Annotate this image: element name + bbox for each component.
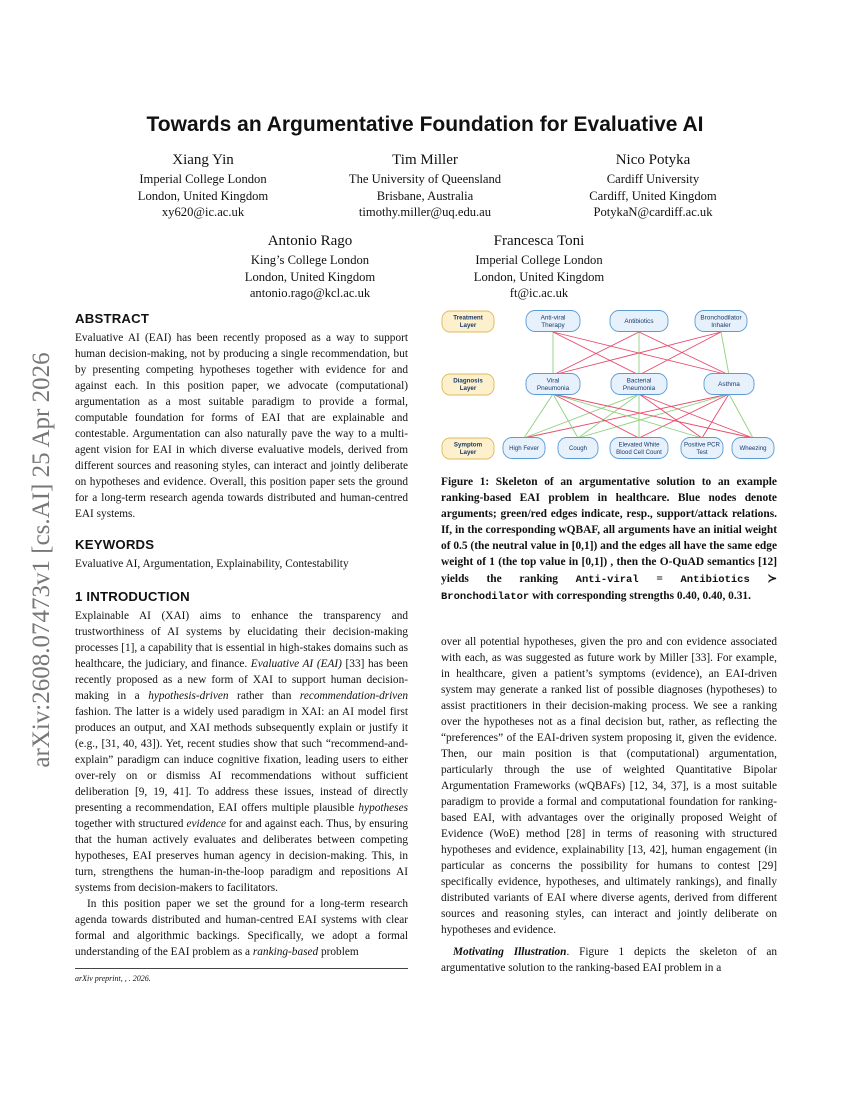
node-label: Wheezing	[739, 445, 767, 453]
paper-title: Towards an Argumentative Foundation for Evaluative AI	[146, 113, 704, 136]
text-run: Figure 1: Skeleton of an argumentative solution to an example ranking-based EAI problem in healthcare. Blue nodes denote arguments; green/red edges indicate, resp., support/attack relations. If, in the corresponding wQBAF, all arguments have an initial weight of 0.5 (the neutral value in [0,1]) and the edges all have the same edge weight of 1 (the top value in [0,1]) , then the O-QuAD semantics [12] yields the ranking	[441, 476, 777, 585]
intro-heading: 1 INTRODUCTION	[75, 589, 190, 604]
node-label: Diagnosis	[453, 377, 483, 385]
symptom-node	[610, 438, 668, 459]
text-run: Bronchodilator	[441, 590, 530, 603]
author-block	[190, 232, 430, 302]
node-label: Test	[696, 448, 708, 456]
right-paragraph-1: over all potential hypotheses, given the pro and con evidence associated with each, as was suggested as future work by Miller [33]. For example, in healthcare, given a patient’s symptoms (evidence), an EAI-driven system may generate a ranked list of possible diagnoses (hypotheses) to assist practitioners in their decision-making process. We see a ranking over the hypotheses not as a final decision but, rather, as reflecting the “preferences” of the EAI-driven system proposing it, given the evidence. Then, our main position is that (computational) argumentation, particularly through the use of weighted Quantitative Bipolar Argumentation Frameworks (wQBAFs) [12, 34, 37], is a most suitable paradigm to provide a formal and computational foundation for ranking-based EAI, with advantages over the originally proposed Weight of Evidence (WoE) method [28] in terms of reasoning with structured hypotheses and evidence, explainability [13, 42], human engagement (in particular as concerns the possibility for humans to contest [29] specifically evidence, hypotheses, and ultimately rankings), and finally distributed variants of EAI where diverse agents, derived from different sources and reasoning styles, can interact and jointly deliberate on hypotheses and evidence.	[441, 635, 777, 936]
author-affiliation: Cardiff University	[606, 172, 700, 186]
text-run: In this position paper we set the ground for a long-term research agenda towards distributed and human-centred EAI systems with clear formal and algorithmic backings. Specifically, we adopt a formal understanding of the EAI problem as a	[75, 898, 408, 958]
node-label: Treatment	[453, 314, 483, 322]
node-label: Layer	[459, 322, 477, 330]
keywords-text: Evaluative AI, Argumentation, Explainability, Contestability	[75, 558, 349, 570]
layer-label	[442, 438, 494, 459]
author-affiliation: The University of Queensland	[348, 172, 502, 186]
support-edge	[721, 332, 729, 375]
arxiv-id: arXiv:2608.07473v1 [cs.AI] 25 Apr 2026	[28, 352, 55, 768]
text-run: Anti-viral	[575, 573, 639, 586]
text-run: [33] has been recently proposed as a new form of XAI to support human decision-making in a	[75, 658, 408, 702]
attack-edge	[639, 394, 702, 438]
author-block	[83, 151, 323, 221]
node-label: Anti-viral	[540, 314, 566, 322]
support-edge	[553, 394, 702, 438]
author-location: Brisbane, Australia	[376, 188, 474, 203]
text-run: . Figure 1 depicts the skeleton of an argumentative solution to the ranking-based EAI problem in a	[441, 945, 777, 974]
abstract-heading: ABSTRACT	[75, 311, 150, 326]
arxiv-sidebar	[16, 352, 68, 768]
attack-edge	[639, 332, 721, 375]
figure-caption	[441, 474, 777, 605]
author-block	[533, 151, 773, 221]
attack-edge	[639, 394, 753, 438]
text-run: evidence	[186, 818, 227, 830]
node-label: Inhaler	[711, 322, 731, 330]
text-run: Explainable AI (XAI) aims to enhance the transparency and trustworthiness of AI systems by elucidating their decision-making processes [1], a capability that is essential in high-stakes domains such as healthcare, the judiciary, and finance.	[75, 610, 408, 670]
treatment-node	[610, 311, 668, 332]
diagnosis-node	[526, 374, 580, 395]
text-run: Motivating Illustration	[453, 945, 567, 958]
text-run: ranking-based	[252, 946, 319, 958]
text-run: with corresponding strengths 0.40, 0.40, 0.31.	[529, 589, 751, 602]
layer-label	[442, 311, 494, 332]
keywords-heading: KEYWORDS	[75, 537, 155, 552]
author-email: ft@ic.ac.uk	[509, 286, 569, 300]
layer-label	[442, 374, 494, 395]
node-label: Layer	[459, 385, 477, 393]
text-run: =	[638, 572, 681, 585]
node-label: Therapy	[541, 322, 565, 330]
node-group	[442, 311, 774, 460]
author-block	[305, 151, 545, 221]
node-label: High Fever	[509, 445, 539, 453]
author-affiliation: King’s College London	[250, 253, 370, 267]
node-label: Positive PCR	[684, 441, 720, 449]
author-block	[419, 232, 659, 302]
node-label: Antibiotics	[624, 318, 654, 326]
right-column	[441, 474, 777, 976]
abstract-text: Evaluative AI (EAI) has been recently proposed as a way to support human decision-making, not by producing a single recommendation, but by presenting competing hypotheses together with evidence for and against each. In this position paper, we advocate (computational) argumentation as a most suitable paradigm to provide a formal, computable foundation for forms of EAI that are explainable and contestable. Argumentation can also naturally pave the way to a multi-agent vision for EAI in which diverse evaluative models, derived from different sources and reasoning styles, can interact and jointly deliberate on hypotheses and evidence. Overall, this position paper sets the ground for a long-term research agenda towards distributed and human-centred EAI systems.	[75, 332, 408, 520]
author-name: Nico Potyka	[615, 152, 691, 168]
left-column	[75, 311, 408, 960]
author-email: antonio.rago@kcl.ac.uk	[249, 286, 371, 300]
author-name: Francesca Toni	[493, 233, 585, 249]
symptom-node	[503, 438, 545, 459]
footnote-rule	[75, 968, 408, 969]
treatment-node	[695, 311, 747, 332]
text-run: rather than	[228, 690, 300, 702]
author-affiliation: Imperial College London	[139, 172, 267, 186]
author-email: timothy.miller@uq.edu.au	[358, 205, 492, 219]
node-label: Blood Cell Count	[616, 448, 662, 456]
node-label: Bacterial	[626, 377, 652, 385]
author-location: London, United Kingdom	[244, 269, 376, 284]
node-label: Viral	[546, 377, 560, 385]
node-label: Cough	[569, 445, 587, 453]
intro-paragraph-2	[75, 896, 408, 960]
node-label: Elevated White	[618, 441, 660, 449]
text-run: together with structured	[75, 818, 187, 830]
author-location: London, United Kingdom	[137, 188, 269, 203]
author-name: Antonio Rago	[267, 233, 353, 249]
attack-edge	[639, 332, 729, 375]
author-affiliation: Imperial College London	[475, 253, 603, 267]
text-run: recommendation-driven	[299, 690, 408, 702]
text-run: hypotheses	[358, 802, 408, 814]
author-name: Xiang Yin	[172, 152, 234, 168]
diagnosis-node	[704, 374, 754, 395]
text-run: ≻	[749, 572, 777, 585]
treatment-node	[526, 311, 580, 332]
support-edge	[578, 394, 639, 438]
text-run: hypothesis-driven	[148, 690, 229, 702]
footnote: arXiv preprint, , . 2026.	[75, 974, 151, 983]
symptom-node	[558, 438, 598, 459]
author-location: Cardiff, United Kingdom	[589, 188, 717, 203]
text-run: fashion. The latter is a widely used paradigm in XAI: an AI model first produces an output, and XAI methods subsequently explain or justify it (e.g., [31, 40, 43]). Yet, recent studies show that such “recommend-and-explain” paradigm can induce cognitive fixation, leading users to either over-rely on or dismiss AI recommendations without sufficient deliberation [9, 19, 41]. To address these issues, instead of directly presenting a recommendation, EAI offers multiple plausible	[75, 706, 408, 814]
author-email: PotykaN@cardiff.ac.uk	[593, 205, 713, 219]
author-email: xy620@ic.ac.uk	[161, 205, 245, 219]
node-label: Asthma	[718, 381, 740, 389]
symptom-node	[732, 438, 774, 459]
node-label: Pneumonia	[536, 385, 570, 393]
node-label: Symptom	[453, 441, 483, 449]
intro-paragraph-1	[75, 608, 408, 896]
node-label: Layer	[459, 449, 477, 457]
support-edge	[729, 394, 753, 438]
node-label: Bronchodilator	[700, 314, 742, 322]
diagnosis-node	[611, 374, 667, 395]
author-name: Tim Miller	[392, 152, 458, 168]
right-paragraph-2	[441, 944, 777, 976]
support-edge	[524, 394, 553, 438]
figure-1-diagram	[440, 306, 780, 464]
text-run: Evaluative AI (EAI)	[250, 658, 342, 670]
node-label: Pneumonia	[622, 385, 656, 393]
text-run: Antibiotics	[680, 573, 750, 586]
text-run: problem	[318, 946, 359, 958]
author-location: London, United Kingdom	[473, 269, 605, 284]
text-run: for and against each. Thus, by ensuring that the human actively evaluates and deliberates between competing hypotheses, EAI preserves human agency in decision-making. This, in turn, strengthens the human-in-the-loop paradigm and repositions AI systems from decision-makers to facilitators.	[75, 818, 408, 894]
symptom-node	[681, 438, 723, 459]
